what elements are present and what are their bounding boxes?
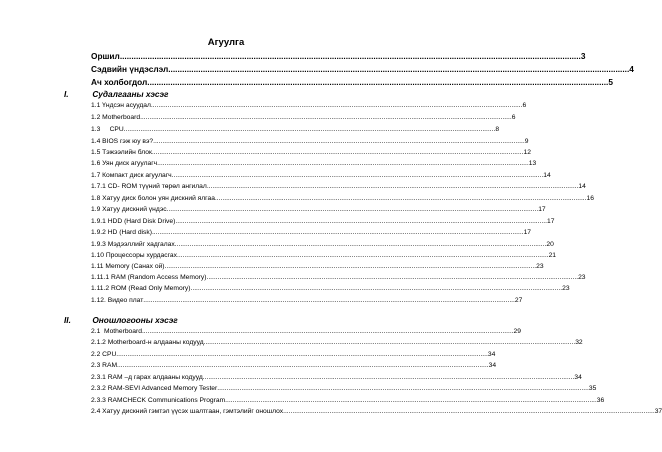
toc-page-number: 3: [580, 51, 586, 61]
leader-dots: ........................................................................................................................................................................................................: [153, 138, 525, 145]
toc-entry[interactable]: [91, 262, 544, 272]
toc-page-number: 4: [629, 64, 634, 74]
leader-dots: ........................................................................................................................................................................................................: [217, 385, 589, 392]
toc-entry[interactable]: [91, 296, 523, 306]
toc-entry-label: 2.3.2 RAM-SEVI Advanced Memory Tester: [91, 385, 218, 392]
leader-dots: ........................................................................................................................................................................................................: [171, 172, 544, 179]
toc-entry[interactable]: [91, 228, 532, 238]
toc-page-number: 9: [524, 138, 529, 145]
toc-page-number: 13: [528, 160, 537, 167]
toc-page-number: 8: [495, 126, 500, 133]
leader-dots: ........................................................................................................................................................................................................: [175, 218, 547, 225]
leader-dots: ........................................................................................................................................................................................................: [117, 362, 489, 369]
toc-entry-label: 2.4 Хатуу дискний гэмтэл үүсэх шалтгаан, гэмтэлийг оношлох: [91, 408, 284, 415]
toc-entry-label: 1.11 Memory (Санах ой): [91, 263, 165, 270]
toc-page-number: 17: [538, 206, 546, 213]
section-number: II.: [64, 315, 71, 325]
leader-dots: ........................................................................................................................................................................................................: [150, 102, 523, 109]
leader-dots: ........................................................................................................................................................................................................: [203, 339, 576, 346]
leader-dots: ........................................................................................................................................................................................................: [147, 77, 609, 87]
toc-page-number: 14: [578, 183, 586, 190]
toc-entry[interactable]: [91, 407, 662, 417]
leader-dots: ........................................................................................................................................................................................................: [123, 126, 496, 133]
toc-page-number: 20: [546, 241, 554, 248]
leader-dots: ........................................................................................................................................................................................................: [116, 351, 488, 358]
leader-dots: ........................................................................................................................................................................................................: [164, 263, 537, 270]
toc-entry-label: 1.11.1 RAM (Random Access Memory): [91, 274, 207, 281]
toc-entry-label: 1.5 Тэжээлийн блок: [91, 149, 152, 156]
toc-entry[interactable]: [91, 125, 500, 135]
toc-entry-label: 1.9.3 Мэдээллийг хадгалах: [91, 241, 175, 248]
toc-entry[interactable]: [91, 338, 583, 348]
leader-dots: ........................................................................................................................................................................................................: [176, 252, 549, 259]
toc-entry-label: 2.3 RAM: [91, 362, 118, 369]
toc-entry[interactable]: [91, 113, 516, 123]
toc-entry-label: Ач холбогдол: [91, 77, 148, 87]
leader-dots: ........................................................................................................................................................................................................: [119, 51, 581, 61]
toc-entry-label: 1.6 Уян диск агуулагч: [91, 160, 158, 167]
toc-entry[interactable]: [91, 137, 529, 147]
toc-page-number: 21: [548, 252, 557, 259]
toc-page-number: 34: [488, 362, 497, 369]
toc-entry-label: 1.3 CPU: [91, 126, 124, 133]
toc-entry[interactable]: [91, 361, 497, 371]
toc-page-number: 6: [511, 114, 516, 121]
section-title: Оношлогооны хэсэг: [92, 315, 178, 325]
toc-entry-label: 1.1 Үндсэн асуудал: [91, 102, 151, 109]
leader-dots: ........................................................................................................................................................................................................: [151, 149, 524, 156]
toc-page-number: 27: [514, 297, 523, 304]
toc-page-number: 12: [523, 149, 531, 156]
toc-page-number: 14: [543, 172, 551, 179]
section-number: I.: [64, 89, 69, 99]
toc-entry-label: 1.11.2 ROM (Read Only Memory): [91, 285, 191, 292]
leader-dots: ........................................................................................................................................................................................................: [190, 285, 563, 292]
toc-page-number: 34: [487, 351, 496, 358]
toc-entry-label: 1.7.1 CD- ROM түүний төрөл ангилал: [91, 183, 207, 190]
toc-entry[interactable]: [91, 159, 537, 169]
toc-entry-label: 2.2 CPU: [91, 351, 117, 358]
leader-dots: ........................................................................................................................................................................................................: [168, 64, 630, 74]
toc-entry-label: 1.4 BIOS гэж юу вэ?: [91, 138, 154, 145]
leader-dots: ........................................................................................................................................................................................................: [206, 274, 579, 281]
toc-entry-label: 1.2 Motherboard: [91, 114, 141, 121]
toc-entry-label: 1.9.1 HDD (Hard Disk Drive): [91, 218, 176, 225]
leader-dots: ........................................................................................................................................................................................................: [174, 241, 547, 248]
toc-entry-label: 1.10 Процессоры хурдасгах: [91, 252, 177, 259]
toc-page-number: 6: [522, 102, 527, 109]
section-heading: [64, 315, 178, 326]
toc-entry-major[interactable]: [91, 76, 613, 88]
leader-dots: ........................................................................................................................................................................................................: [202, 374, 575, 381]
leader-dots: ........................................................................................................................................................................................................: [225, 397, 597, 404]
page-title: Агуулга: [207, 37, 245, 48]
toc-entry[interactable]: [91, 384, 597, 394]
toc-entry-major[interactable]: [91, 50, 586, 62]
toc-entry[interactable]: [91, 284, 570, 294]
toc-page-number: 23: [562, 285, 570, 292]
leader-dots: ........................................................................................................................................................................................................: [151, 229, 524, 236]
leader-dots: ........................................................................................................................................................................................................: [140, 114, 512, 121]
toc-page-number: 35: [588, 385, 597, 392]
toc-page-number: 5: [608, 77, 613, 87]
toc-entry-major[interactable]: [91, 63, 634, 75]
toc-entry-label: 1.9.2 HD (Hard disk): [91, 229, 152, 236]
toc-entry[interactable]: [91, 148, 531, 158]
toc-page-number: 36: [596, 397, 605, 404]
toc-page-number: 17: [546, 218, 555, 225]
toc-entry-label: 2.1.2 Motherboard-н алдааны кодууд: [91, 339, 204, 346]
toc-entry-label: 1.8 Хатуу диск болон уян дискний ялгаа: [91, 195, 215, 202]
section-title: Судалгааны хэсэг: [92, 89, 169, 99]
leader-dots: ........................................................................................................................................................................................................: [143, 297, 515, 304]
toc-page-number: 23: [536, 263, 544, 270]
leader-dots: ........................................................................................................................................................................................................: [206, 183, 579, 190]
toc-entry-label: 1.9 Хатуу дискний үндэс: [91, 206, 167, 213]
toc-entry[interactable]: [91, 327, 521, 337]
toc-page-number: 29: [513, 328, 521, 335]
toc-entry[interactable]: [91, 396, 605, 406]
toc-entry-label: 2.3.1 RAM –д гарах алдааны кодууд: [91, 374, 203, 381]
section-heading: [64, 89, 168, 100]
leader-dots: ........................................................................................................................................................................................................: [214, 195, 587, 202]
toc-entry[interactable]: [91, 273, 586, 283]
toc-entry-label: Оршил: [91, 51, 120, 61]
toc-page-number: 23: [578, 274, 586, 281]
leader-dots: ........................................................................................................................................................................................................: [157, 160, 529, 167]
toc-entry[interactable]: [91, 205, 546, 215]
leader-dots: ........................................................................................................................................................................................................: [283, 408, 655, 415]
toc-entry[interactable]: [91, 101, 527, 111]
toc-entry[interactable]: [91, 171, 551, 181]
toc-page-number: 32: [575, 339, 583, 346]
toc-entry[interactable]: [91, 373, 582, 383]
leader-dots: ........................................................................................................................................................................................................: [141, 328, 514, 335]
toc-page-number: 16: [586, 195, 594, 202]
toc-entry[interactable]: [91, 194, 594, 204]
toc-page-number: 17: [523, 229, 532, 236]
toc-entry[interactable]: [91, 251, 557, 261]
toc-entry[interactable]: [91, 240, 554, 250]
toc-entry[interactable]: [91, 350, 496, 360]
toc-entry-label: Сэдвийн үндэслэл: [91, 64, 169, 74]
toc-entry-label: 1.12. Видео плат: [91, 297, 144, 304]
toc-page-number: 34: [574, 374, 582, 381]
toc-entry-label: 1.7 Компакт диск агуулагч: [91, 172, 172, 179]
toc-entry[interactable]: [91, 217, 555, 227]
leader-dots: ........................................................................................................................................................................................................: [166, 206, 539, 213]
toc-entry[interactable]: [91, 182, 586, 192]
toc-page-number: 37: [654, 408, 662, 415]
toc-entry-label: 2.1 Motherboard: [91, 328, 142, 335]
toc-entry-label: 2.3.3 RAMCHECK Communications Program: [91, 397, 226, 404]
